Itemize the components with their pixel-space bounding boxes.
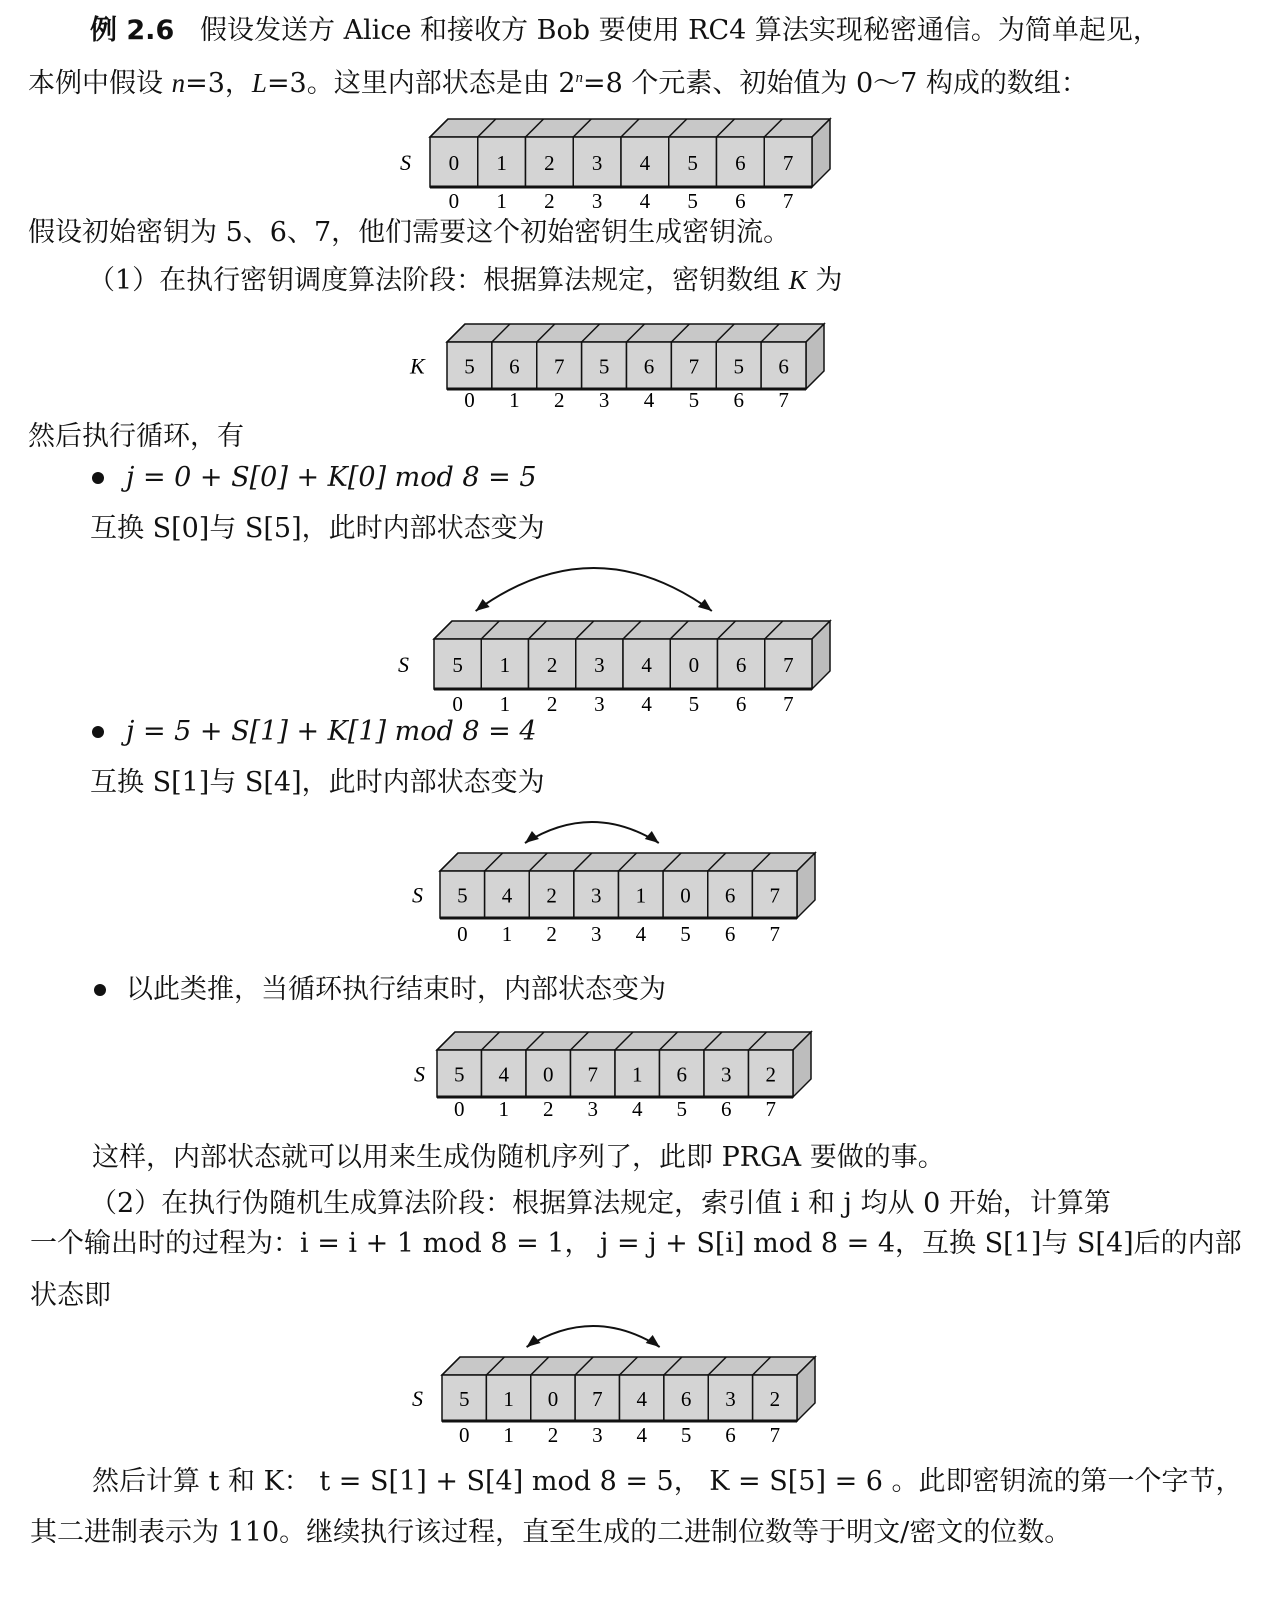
cell-value: 6 xyxy=(509,354,520,379)
array-label: K xyxy=(410,353,425,379)
cell-index: 1 xyxy=(509,388,520,412)
var: n xyxy=(171,68,186,98)
paragraph-line: 互换 S[0]与 S[5]，此时内部状态变为 xyxy=(90,513,545,544)
cell-index: 0 xyxy=(452,692,463,716)
cell-value: 2 xyxy=(546,653,558,677)
cell-index: 7 xyxy=(765,1097,776,1121)
swap-arrow xyxy=(527,1326,660,1347)
cell-index: 2 xyxy=(546,692,558,716)
cell-index: 1 xyxy=(496,189,507,213)
cell-value: 7 xyxy=(592,1387,603,1411)
cell-index: 5 xyxy=(680,1423,692,1447)
cell-index: 2 xyxy=(553,388,565,412)
cell-value: 7 xyxy=(587,1062,598,1087)
cell-value: 6 xyxy=(680,1387,692,1411)
cell-value: 0 xyxy=(688,653,700,677)
cell-value: 6 xyxy=(724,883,736,908)
cell-index: 1 xyxy=(501,922,513,946)
cell-index: 6 xyxy=(733,388,744,412)
cell-index: 3 xyxy=(587,1097,598,1121)
paragraph-line: 然后执行循环，有 xyxy=(28,421,244,452)
cell-index: 6 xyxy=(725,1423,736,1447)
text: =8 个元素、初始值为 0～7 构成的数组： xyxy=(583,68,1088,99)
example-label: 例 2.6 xyxy=(90,15,175,46)
cell-value: 4 xyxy=(501,883,513,908)
text: =3， xyxy=(185,68,252,99)
var: L xyxy=(251,68,267,98)
cell-index: 7 xyxy=(769,1423,781,1447)
cell-value: 5 xyxy=(457,883,468,908)
var: K xyxy=(788,265,807,295)
cell-value: 4 xyxy=(498,1062,509,1087)
cell-value: 2 xyxy=(765,1062,776,1087)
cell-index: 3 xyxy=(591,189,603,213)
cell-index: 5 xyxy=(688,388,700,412)
formula: j = 0 + S[0] + K[0] mod 8 = 5 xyxy=(126,462,537,493)
cell-index: 3 xyxy=(598,388,610,412)
paragraph-line: （2）在执行伪随机生成算法阶段：根据算法规定，索引值 i 和 j 均从 0 开始，计算第 xyxy=(90,1188,1111,1219)
cell-index: 6 xyxy=(721,1097,732,1121)
cell-index: 1 xyxy=(498,1097,509,1121)
text: （1）在执行密钥调度算法阶段：根据算法规定，密钥数组 xyxy=(88,265,789,296)
exponent: n xyxy=(575,70,583,86)
cell-value: 6 xyxy=(643,354,655,379)
cell-value: 4 xyxy=(636,1387,647,1411)
cell-index: 7 xyxy=(778,388,789,412)
text: 本例中假设 xyxy=(28,68,172,99)
arrowhead-icon xyxy=(476,599,490,611)
cell-value: 3 xyxy=(725,1387,736,1411)
cell-value: 7 xyxy=(782,151,794,175)
cell-index: 0 xyxy=(448,189,460,213)
paragraph-line: 状态即 xyxy=(30,1280,111,1311)
cell-value: 0 xyxy=(543,1062,554,1087)
cell-index: 4 xyxy=(643,388,655,412)
cell-index: 6 xyxy=(735,692,747,716)
cell-index: 2 xyxy=(547,1423,559,1447)
cell-value: 2 xyxy=(544,151,555,175)
swap-arrow xyxy=(476,568,712,611)
arrowhead-icon xyxy=(525,831,539,843)
array-label: S xyxy=(414,1061,425,1087)
cell-value: 5 xyxy=(598,354,610,379)
array-label: S xyxy=(412,882,423,908)
cell-value: 6 xyxy=(676,1062,687,1087)
text: 为 xyxy=(806,265,843,296)
array-label: S xyxy=(412,1386,423,1411)
formula: j = 5 + S[1] + K[1] mod 8 = 4 xyxy=(126,716,537,747)
text: 假设发送方 Alice 和接收方 Bob 要使用 RC4 算法实现秘密通信。为简单起见， xyxy=(199,15,1160,46)
cell-value: 4 xyxy=(641,653,652,677)
cell-value: 6 xyxy=(735,151,746,175)
cell-value: 5 xyxy=(452,653,463,677)
arrowhead-icon xyxy=(645,831,659,843)
cell-value: 6 xyxy=(735,653,747,677)
cell-value: 6 xyxy=(778,354,789,379)
cell-index: 5 xyxy=(676,1097,687,1121)
cell-value: 3 xyxy=(590,883,602,908)
cell-index: 6 xyxy=(724,922,736,946)
cell-value: 3 xyxy=(591,151,603,175)
cell-index: 4 xyxy=(635,922,647,946)
cell-index: 6 xyxy=(735,189,746,213)
cell-value: 7 xyxy=(688,354,700,379)
cell-index: 5 xyxy=(688,692,700,716)
cell-value: 4 xyxy=(639,151,651,175)
paragraph-line: 一个输出时的过程为：i = i + 1 mod 8 = 1， j = j + S[i] mod 8 = 4，互换 S[1]与 S[4]后的内部 xyxy=(30,1228,1242,1259)
cell-value: 0 xyxy=(680,883,691,908)
cell-index: 7 xyxy=(769,922,780,946)
cell-value: 5 xyxy=(454,1062,465,1087)
paragraph-line: 互换 S[1]与 S[4]，此时内部状态变为 xyxy=(90,767,545,798)
paragraph-line: 假设初始密钥为 5、6、7，他们需要这个初始密钥生成密钥流。 xyxy=(28,217,791,248)
arrowhead-icon xyxy=(527,1335,541,1347)
cell-value: 1 xyxy=(635,883,647,908)
cell-value: 5 xyxy=(458,1387,470,1411)
cell-index: 1 xyxy=(499,692,511,716)
cell-value: 1 xyxy=(632,1062,643,1087)
cell-value: 1 xyxy=(499,653,511,677)
cell-value: 2 xyxy=(769,1387,781,1411)
cell-value: 0 xyxy=(547,1387,559,1411)
array-label: S xyxy=(400,150,411,175)
cell-index: 2 xyxy=(543,1097,554,1121)
cell-value: 2 xyxy=(546,883,557,908)
text: =3。这里内部状态是由 2 xyxy=(266,68,576,99)
cell-value: 3 xyxy=(721,1062,732,1087)
cell-index: 0 xyxy=(454,1097,465,1121)
cell-index: 7 xyxy=(782,189,794,213)
cell-value: 0 xyxy=(448,151,460,175)
cell-value: 7 xyxy=(783,653,794,677)
cell-value: 7 xyxy=(553,354,565,379)
cell-index: 5 xyxy=(680,922,691,946)
paragraph-line: 这样，内部状态就可以用来生成伪随机序列了，此即 PRGA 要做的事。 xyxy=(92,1142,945,1173)
cell-index: 3 xyxy=(594,692,605,716)
cell-index: 4 xyxy=(641,692,652,716)
cell-value: 1 xyxy=(503,1387,514,1411)
cell-index: 4 xyxy=(632,1097,643,1121)
cell-index: 5 xyxy=(687,189,698,213)
cell-index: 0 xyxy=(457,922,468,946)
cell-value: 1 xyxy=(496,151,507,175)
cell-index: 0 xyxy=(464,388,475,412)
cell-index: 2 xyxy=(546,922,557,946)
arrowhead-icon xyxy=(698,599,712,611)
cell-value: 3 xyxy=(594,653,605,677)
cell-index: 1 xyxy=(503,1423,514,1447)
cell-value: 5 xyxy=(687,151,698,175)
cell-index: 2 xyxy=(544,189,555,213)
cell-index: 4 xyxy=(636,1423,647,1447)
swap-arrow xyxy=(525,822,659,843)
array-label: S xyxy=(398,652,409,677)
cell-index: 3 xyxy=(590,922,602,946)
cell-index: 4 xyxy=(639,189,651,213)
paragraph-line: 以此类推，当循环执行结束时，内部状态变为 xyxy=(126,974,666,1005)
cell-value: 7 xyxy=(769,883,780,908)
cell-value: 5 xyxy=(733,354,744,379)
cell-value: 5 xyxy=(464,354,475,379)
cell-index: 3 xyxy=(592,1423,603,1447)
cell-index: 7 xyxy=(783,692,794,716)
paragraph-line: 然后计算 t 和 K： t = S[1] + S[4] mod 8 = 5， K = S[5] = 6 。此即密钥流的第一个字节， xyxy=(92,1466,1243,1497)
paragraph-line: 其二进制表示为 110。继续执行该过程，直至生成的二进制位数等于明文/密文的位数。 xyxy=(30,1517,1072,1548)
arrowhead-icon xyxy=(646,1335,660,1347)
cell-index: 0 xyxy=(458,1423,470,1447)
